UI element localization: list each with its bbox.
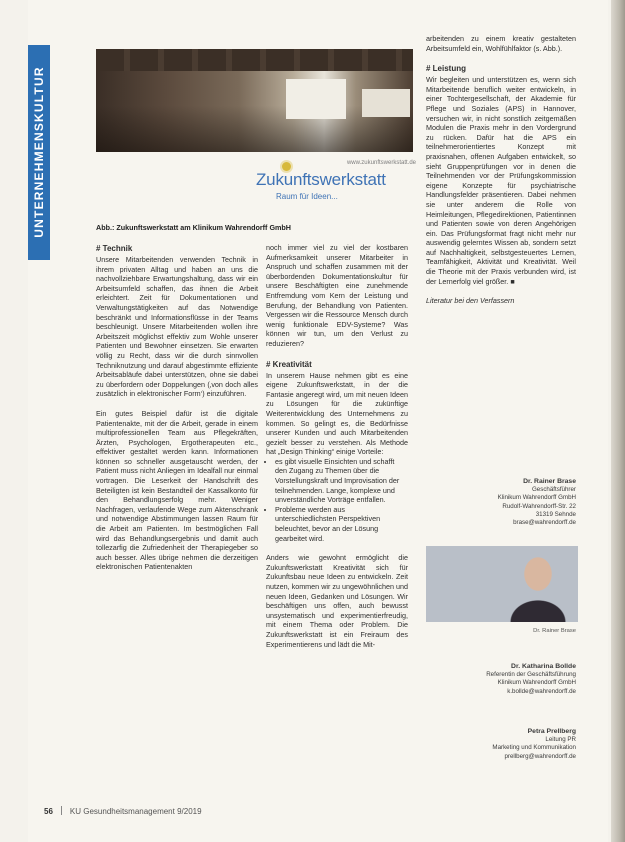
author-contact-bollde <box>426 663 576 696</box>
paragraph-text: Wir begleiten und unterstützen es, wenn sich Mitarbeitende beruflich weiter entwickeln, in einer Tochtergesellschaft, der Akademie für Pflege und Soziales (APS) in Hannover, versuchen wir, in nicht sonstlich zeitgemäßen Modulen die Praxis mehr in den Vordergrund zu rücken. Dafür hat die APS ein teilnehmerorientiertes Konzept mit praxisnahen, offenen Aufgaben entwickelt, so sieht Gruppenprüfungen vor in denen die Teilnehmenden vor der Prüfungskommission eigene Konzepte für psychiatrische Handlungsfelder präsentieren. Dabei nehmen sie unter anderem die Rolle von Heimleitungen, Pflegedirektionen, Patientinnen und Patienten sowie von deren Angehörigen ein. Das Prüfungsformat fragt nicht mehr nur auswendig gelerntes Wissen ab, sondern setzt auf Nachhaltigkeit, selbstgesteuertes Lernen, Teamfähigkeit, Aktivität und Kreativität. Weil die Theorie mit der Praxis verbunden wird, ist der Lernerfolg viel größer. <box>426 75 576 286</box>
author-role: Leitung PR <box>545 736 576 744</box>
portrait-person <box>510 552 566 622</box>
paragraph <box>426 75 576 286</box>
logo-subtitle: Raum für Ideen... <box>276 192 338 201</box>
page-spine-shadow <box>611 0 625 842</box>
paragraph: In unserem Hause nehmen gibt es eine eigene Zukunftswerkstatt, in der die Fantasie angeregt wird, um mit neuen Ideen zu Lösungen für die zukünftige Weiterentwicklung des Unternehmens zu kommen. So gelingt es, die Bedürfnisse unserer Kunden und auch Mitarbeitenden gezielt besser zu verstehen. Als Methode hat „Design Thinking“ einige Vorteile: <box>266 370 408 457</box>
author-city: 31319 Sehnde <box>535 510 576 518</box>
zukunftswerkstatt-logo <box>256 160 416 210</box>
author-email: prellberg@wahrendorff.de <box>504 752 576 760</box>
section-heading-kreativitaet: # Kreativität <box>266 359 312 369</box>
author-org: Klinikum Wahrendorff GmbH <box>497 679 576 687</box>
paragraph: Unsere Mitarbeitenden verwenden Technik in ihrem privaten Alltag und haben an uns die nachvollziehbare Erwartungshaltung, dass wir ein Arbeitsumfeld schaffen, das ihnen die Arbeit erleichtert. Zeit für Dokumentationen und Verwaltungstätigkeiten auf das Notwendige beschränkt und Informationsflüsse in der Teams beschleunigt. Unsere Mitarbeitenden wollen ihre Arbeitszeit möglichst effektiv zum Wohle unserer Patienten und Bewohner einsetzen. Sie erwarten völlig zu Recht, dass wir die durch sinnvollen Techniknutzung und darauf abgestimmte effiziente Arbeitsabläufe dabei unterstützen, ohne sie dabei zu überfordern oder Doppelungen (‚von doch alles zusätzlich in elektronischer Form‘) einzuführen. <box>96 255 258 399</box>
logo-url: www.zukunftswerkstatt.de <box>346 160 416 166</box>
end-mark: ■ <box>510 276 515 286</box>
figure-caption: Abb.: Zukunftswerkstatt am Klinikum Wahrendorff GmbH <box>96 223 292 232</box>
author-role: Referentin der Geschäftsführung <box>486 671 576 679</box>
author-street: Rudolf-Wahrendorff-Str. 22 <box>502 502 576 510</box>
list-item: • Probleme werden aus unterschiedlichsten Perspektiven beleuchtet, bevor an der Lösung gearbeitet wird. <box>275 505 408 543</box>
workshop-room-photo <box>96 49 413 152</box>
author-org: Klinikum Wahrendorff GmbH <box>497 494 576 502</box>
paragraph: Ein gutes Beispiel dafür ist die digitale Patientenakte, mit der die Arbeit, gerade in einem multiprofessionellen Team aus Pflegekräften, Ärzten, Psychologen, Ergotherapeuten etc., effektiver gestaltet werden kann. Informationen können so schneller ausgetauscht werden, der Patient muss nicht Anliegen im Idealfall nur einmal vortragen. Die Leserkeit der Handschrift des Beteiligten ist kein Bestandteil der Kassalkonto für den Behandlungserfolg mehr. Weniger Nachfragen, verlaufende Wege zum Aktenschrank und notwendige Abstimmungen lassen Raum für die Arbeit am Patienten. Im bestmöglichen Fall wird das Behandlungsergebnis und damit auch tollezarfig die Zufriedenheit der Therapiegeber so auch besser. Alles übrige nehmen die derzeitigen elektronischen Patientenakten <box>96 408 258 572</box>
author-contact-brase <box>426 478 576 527</box>
footer-divider <box>61 806 62 815</box>
author-name: Dr. Rainer Brase <box>523 478 576 485</box>
article-column-2 <box>266 243 408 649</box>
author-portrait-photo <box>426 546 578 622</box>
paragraph: noch immer viel zu viel der kostbaren Aufmerksamkeit unserer Mitarbeiter in Anspruch und schaffen zusammen mit der überbordenden Dokumentationskultur für unsere Beschäftigten eine zunehmende Entfremdung vom Kern der Leistung und Berufung, der Behandlung von Patienten. Vergessen wir die Ressource Mensch durch wenig funktionale EDV-Systeme? Was können wir tun, um den Verlust zu reduzieren? <box>266 243 408 348</box>
article-column-3 <box>426 34 576 306</box>
section-label: UNTERNEHMENSKULTUR <box>32 66 46 238</box>
author-dept: Marketing und Kommunikation <box>492 744 576 752</box>
page-footer <box>44 806 202 816</box>
logo-title: Zukunftswerkstatt <box>256 170 386 189</box>
author-name: Petra Prellberg <box>527 728 576 735</box>
section-heading-leistung: # Leistung <box>426 64 467 74</box>
section-heading-technik: # Technik <box>96 244 133 253</box>
author-role: Geschäftsführer <box>531 486 576 494</box>
bullet-list <box>266 457 408 543</box>
page-number: 56 <box>44 807 53 816</box>
author-email: brase@wahrendorff.de <box>513 519 576 527</box>
article-column-1 <box>96 243 258 572</box>
author-contact-prellberg <box>426 728 576 761</box>
author-name: Dr. Katharina Bollde <box>511 663 576 670</box>
journal-issue: KU Gesundheitsmanagement 9/2019 <box>69 807 202 816</box>
author-email: k.bollde@wahrendorff.de <box>507 687 576 695</box>
paragraph: arbeitenden zu einem kreativ gestalteten Arbeitsumfeld ein, Wohlfühlfaktor (s. Abb.). <box>426 34 576 53</box>
list-item: • es gibt visuelle Einsichten und schafft den Zugang zu Themen über die Vorstellungskraft und Improvisation der teilnehmenden. Lange, komplexe und unverständliche Vorträge entfallen. <box>275 457 408 505</box>
literature-note: Literatur bei den Verfassern <box>426 296 515 306</box>
paragraph: Anders wie gewohnt ermöglicht die Zukunftswerkstatt Kreativität sich für Zukunftsbau neue Ideen zu entwickeln. Zeit nutzen, kommen wir zu ungewöhnlichen und neuen Ideen, Gedanken und Lösungen. Wir beschäftigen uns offen, auch bewusst unsystematisch und experimentierfreudig, mit einem Thema oder Problem. Die Zukunftswerkstatt ist ein Freiraum des Experimentierens und lädt die Mit- <box>266 553 408 649</box>
portrait-credit: Dr. Rainer Brase <box>533 628 576 634</box>
